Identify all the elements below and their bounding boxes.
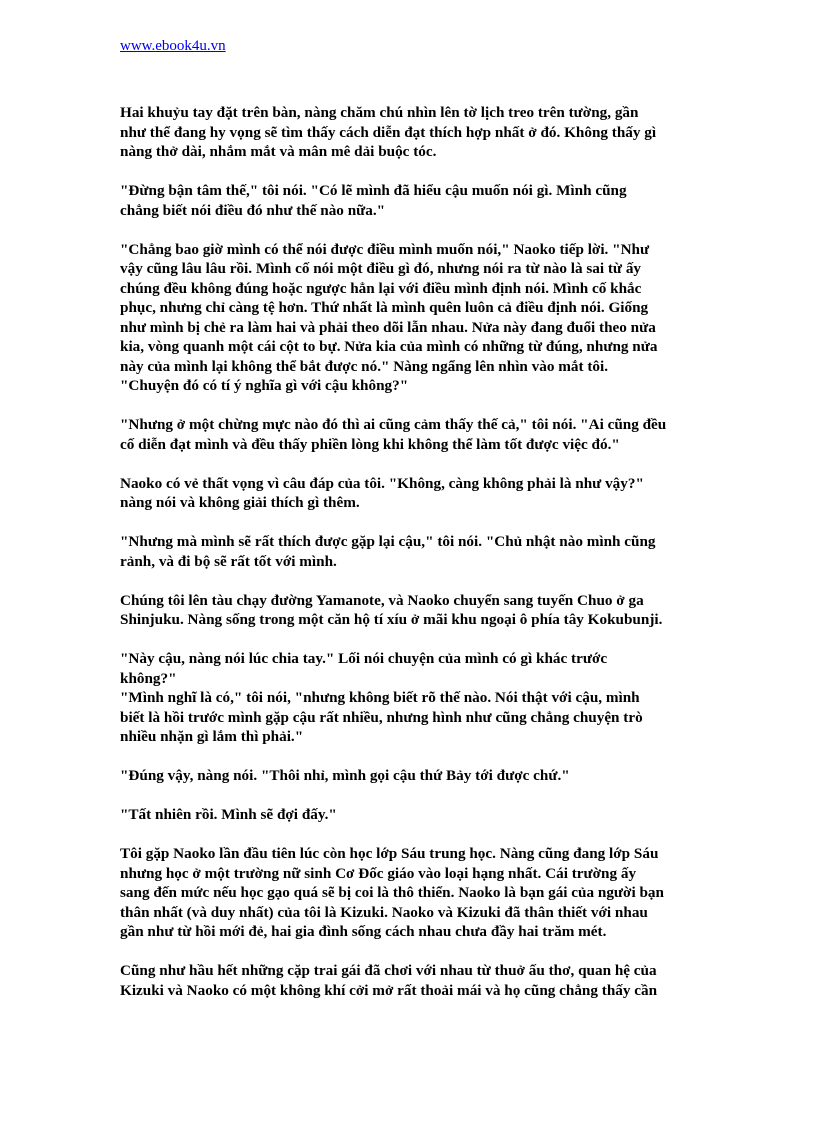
body-text — [120, 103, 702, 1020]
text-line: gần như từ hồi mới đẻ, hai gia đình sống cách nhau chưa đầy hai trăm mét. — [120, 923, 607, 940]
paragraph — [120, 240, 702, 396]
text-line: Naoko có vẻ thất vọng vì câu đáp của tôi. "Không, càng không phải là như vậy?" — [120, 474, 644, 492]
text-line: Kizuki và Naoko có một không khí cởi mở rất thoải mái và họ cũng chẳng thấy cần — [120, 981, 658, 999]
text-line: "Chuyện đó có tí ý nghĩa gì với cậu không?" — [120, 377, 409, 394]
website-link[interactable]: www.ebook4u.vn — [120, 38, 226, 54]
text-line: như mình bị chẻ ra làm hai và phải theo dõi lẫn nhau. Nửa này đang đuổi theo nửa — [120, 318, 656, 336]
text-line: thân nhất (và duy nhất) của tôi là Kizuki. Naoko và Kizuki đã thân thiết với nhau — [120, 903, 648, 921]
paragraph — [120, 103, 702, 162]
text-line: "Tất nhiên rồi. Mình sẽ đợi đấy." — [120, 806, 337, 823]
text-line: "Này cậu, nàng nói lúc chia tay." Lối nói chuyện của mình có gì khác trước — [120, 650, 608, 667]
paragraph — [120, 649, 702, 688]
text-line: nhiều nhặn gì lắm thì phải." — [120, 728, 304, 745]
text-line: "Đừng bận tâm thế," tôi nói. "Có lẽ mình đã hiểu cậu muốn nói gì. Mình cũng — [120, 182, 627, 199]
paragraph — [120, 591, 702, 630]
text-line: sang đến mức nếu học gạo quá sẽ bị coi là thô thiển. Naoko là bạn gái của người bạn — [120, 884, 664, 901]
text-line: như thể đang hy vọng sẽ tìm thấy cách diễn đạt thích hợp nhất ở đó. Không thấy gì — [120, 123, 657, 141]
paragraph — [120, 532, 702, 571]
text-line: Chúng tôi lên tàu chạy đường Yamanote, và Naoko chuyển sang tuyến Chuo ở ga — [120, 591, 644, 609]
text-line: nhưng học ở một trường nữ sinh Cơ Đốc giáo vào loại hạng nhất. Cái trường ấy — [120, 864, 637, 882]
text-line: rảnh, và đi bộ sẽ rất tốt với mình. — [120, 552, 337, 570]
text-line: "Nhưng mà mình sẽ rất thích được gặp lại cậu," tôi nói. "Chủ nhật nào mình cũng — [120, 533, 656, 550]
text-line: Shinjuku. Nàng sống trong một căn hộ tí xíu ở mãi khu ngoại ô phía tây Kokubunji. — [120, 611, 663, 628]
text-line: nàng nói và không giải thích gì thêm. — [120, 494, 360, 511]
text-line: chúng đều không đúng hoặc ngược hẳn lại với điều mình định nói. Mình cố khắc — [120, 279, 642, 297]
paragraph — [120, 688, 702, 747]
text-line: chẳng biết nói điều đó như thế nào nữa." — [120, 201, 386, 219]
paragraph — [120, 766, 702, 786]
paragraph — [120, 805, 702, 825]
text-line: này của mình lại không thể bắt được nó." Nàng ngẩng lên nhìn vào mắt tôi. — [120, 357, 609, 375]
text-line: biết là hồi trước mình gặp cậu rất nhiều, nhưng hình như cũng chẳng chuyện trò — [120, 708, 643, 726]
text-line: "Chẳng bao giờ mình có thể nói được điều mình muốn nói," Naoko tiếp lời. "Như — [120, 240, 650, 258]
paragraph — [120, 474, 702, 513]
text-line: "Mình nghĩ là có," tôi nói, "nhưng không biết rõ thế nào. Nói thật với cậu, mình — [120, 689, 640, 706]
text-line: "Nhưng ở một chừng mực nào đó thì ai cũng cảm thấy thế cả," tôi nói. "Ai cũng đều — [120, 416, 667, 433]
text-line: phục, nhưng chỉ càng tệ hơn. Thứ nhất là mình quên luôn cả điều định nói. Giống — [120, 299, 649, 316]
paragraph — [120, 961, 702, 1000]
paragraph — [120, 415, 702, 454]
text-line: cố diễn đạt mình và đều thấy phiền lòng khi không thể làm tốt được việc đó." — [120, 435, 620, 453]
text-line: kia, vòng quanh một cái cột to bự. Nửa kia của mình có những từ đúng, nhưng nửa — [120, 338, 658, 355]
paragraph — [120, 844, 702, 942]
text-line: vậy cũng lâu lâu rồi. Mình cố nói một điều gì đó, nhưng nói ra từ nào là sai từ ấy — [120, 260, 642, 277]
text-line: không?" — [120, 669, 177, 687]
paragraph — [120, 181, 702, 220]
text-line: Hai khuỷu tay đặt trên bàn, nàng chăm chú nhìn lên tờ lịch treo trên tường, gần — [120, 104, 639, 121]
text-line: Cũng như hầu hết những cặp trai gái đã chơi với nhau từ thuở ấu thơ, quan hệ của — [120, 962, 657, 979]
text-line: "Đúng vậy, nàng nói. "Thôi nhỉ, mình gọi cậu thứ Bảy tới được chứ." — [120, 767, 570, 784]
text-line: nàng thở dài, nhắm mắt và mân mê dải buộc tóc. — [120, 143, 437, 160]
text-line: Tôi gặp Naoko lần đầu tiên lúc còn học lớp Sáu trung học. Nàng cũng đang lớp Sáu — [120, 845, 659, 862]
